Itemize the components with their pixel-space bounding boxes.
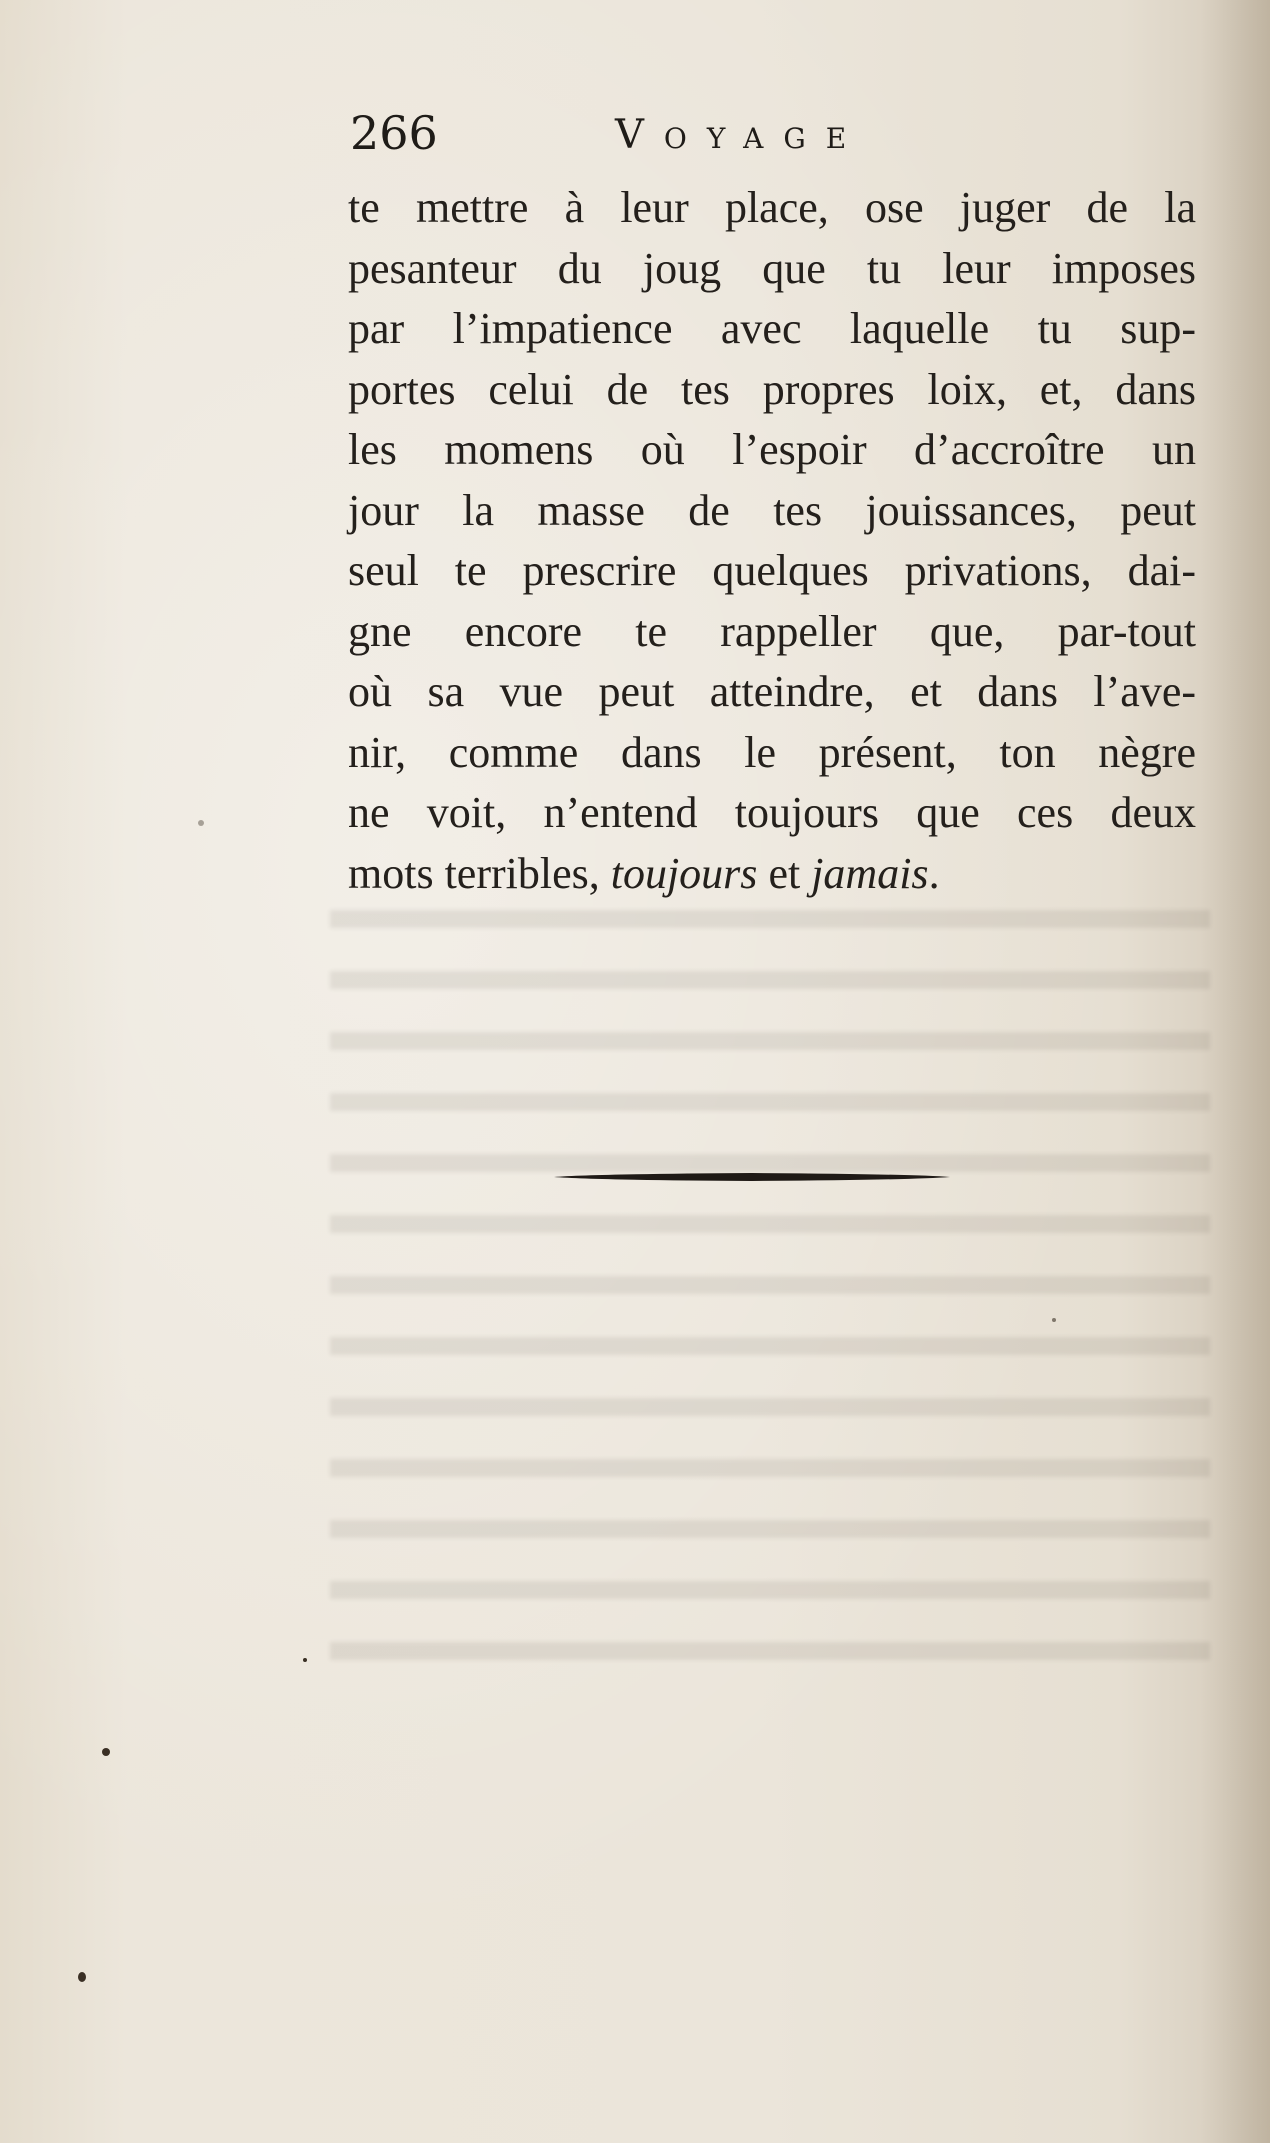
text-line: où sa vue peut atteindre, et dans l’ave- [348,667,1196,716]
text-line: les momens où l’espoir d’accroître un [348,425,1196,474]
page-number: 266 [350,106,438,160]
text-line-last [348,844,1196,905]
text-line: par l’impatience avec laquelle tu sup- [348,304,1196,353]
page-header [350,108,910,158]
paper-speck [303,1658,307,1662]
show-through-text [330,910,1210,1690]
italic-word-toujours: toujours [610,848,758,898]
text-line: seul te prescrire quelques privations, dai- [348,546,1196,595]
paper-speck [78,1972,86,1982]
last-line-suffix: . [928,848,940,898]
end-ornament-rule [554,1171,950,1183]
paper-speck [102,1748,110,1756]
text-line: gne encore te rappeller que, par-tout [348,606,1196,656]
text-line: jour la masse de tes jouissances, peut [348,485,1196,535]
text-line: portes celui de tes propres loix, et, dans [348,364,1196,414]
page-gutter-shadow [1200,0,1270,2143]
text-line: ne voit, n’entend toujours que ces deux [348,788,1196,837]
text-line: nir, comme dans le présent, ton nègre [348,727,1196,777]
text-line: pesanteur du joug que tu leur imposes [348,243,1196,293]
last-line-prefix: mots terribles, [348,848,611,898]
paper-speck [198,820,204,826]
text-line: te mettre à leur place, ose juger de la [348,183,1196,232]
last-line-middle: et [757,848,812,898]
paper-speck [1052,1318,1056,1322]
body-text [348,178,1196,904]
italic-word-jamais: jamais [811,848,929,898]
running-head: Voyage [615,112,867,158]
